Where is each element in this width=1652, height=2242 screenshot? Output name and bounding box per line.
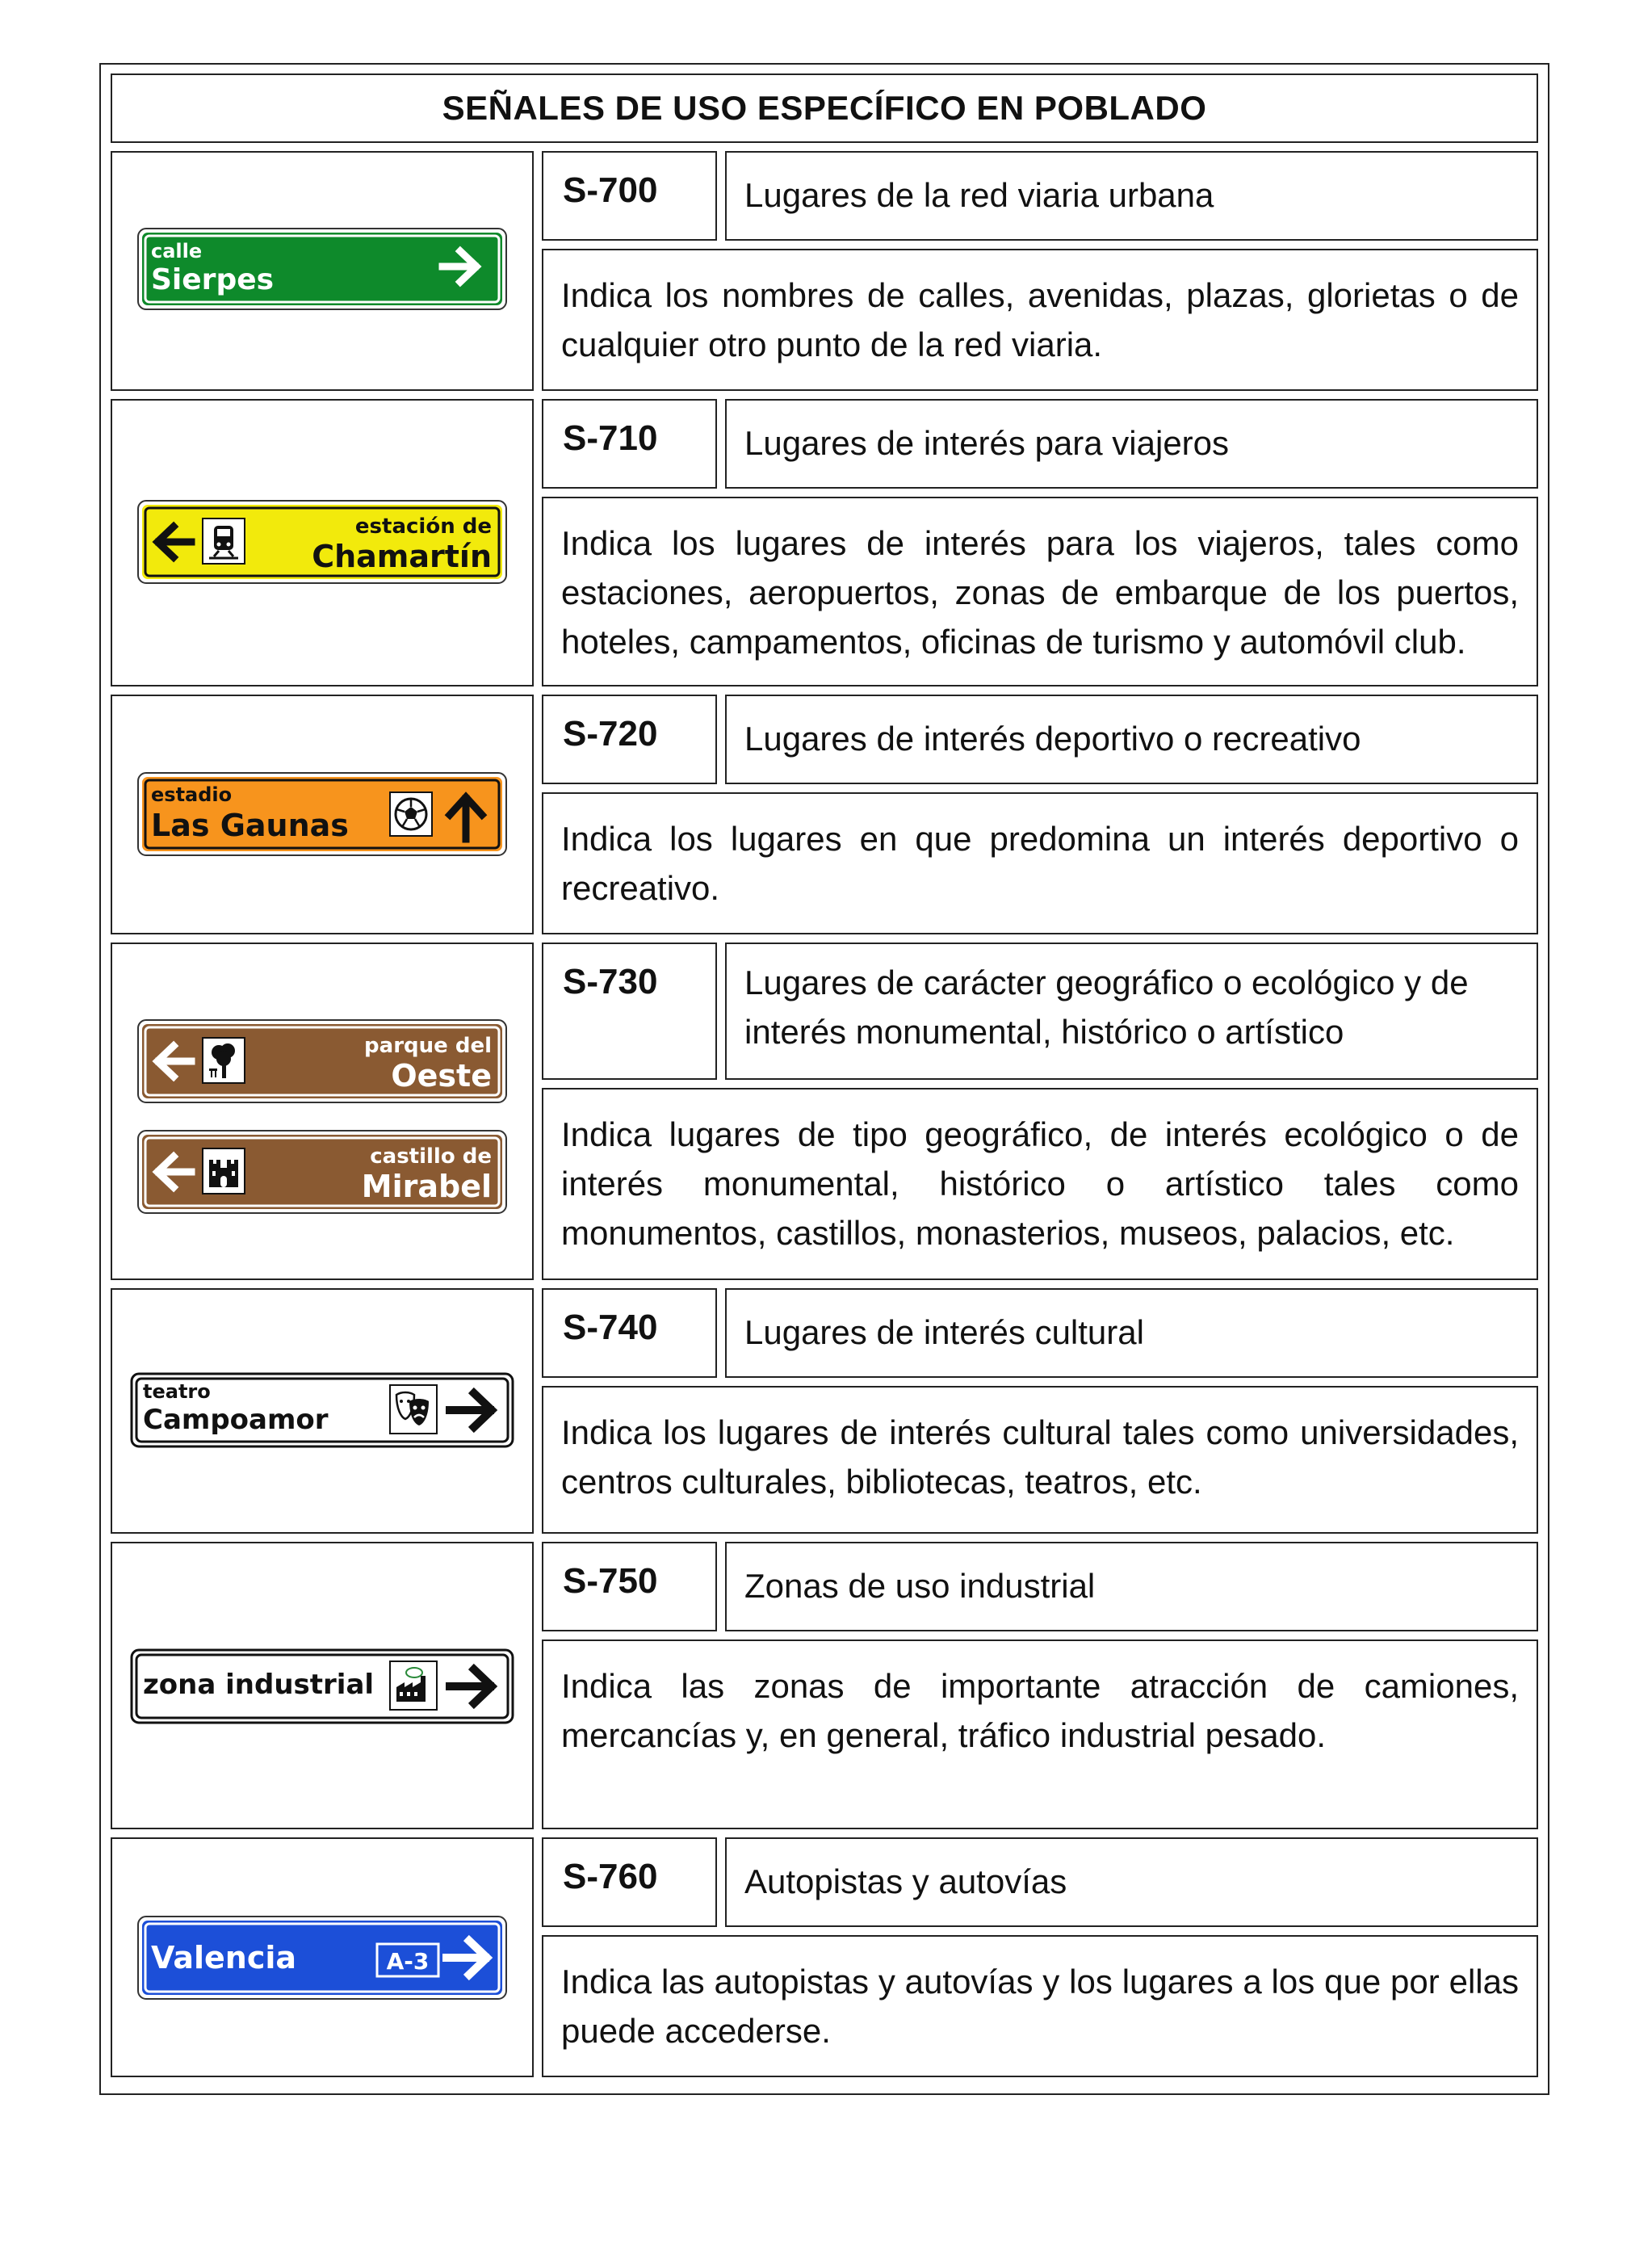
signal-name: Lugares de carácter geográfico o ecológico y de interés monumental, histórico o artístico [725, 943, 1538, 1080]
sign-big-text: Valencia [151, 1940, 297, 1975]
signal-code: S-710 [542, 399, 717, 489]
signal-name: Lugares de interés deportivo o recreativo [725, 695, 1538, 784]
signal-code: S-730 [542, 943, 717, 1080]
sign-image-cell [111, 1288, 534, 1534]
signal-description: Indica los lugares de interés cultural tales como universidades, centros culturales, bibliotecas, teatros, etc. [542, 1386, 1538, 1534]
signal-code: S-760 [542, 1837, 717, 1927]
sign-small-text: parque del [364, 1034, 492, 1058]
sign-s760 [136, 1915, 508, 2001]
sign-s730-castle [136, 1129, 508, 1215]
sign-s700 [136, 227, 508, 311]
signal-description: Indica las autopistas y autovías y los lugares a los que por ellas puede accederse. [542, 1935, 1538, 2077]
sign-small-text: estación de [354, 514, 492, 539]
sign-s710 [136, 499, 508, 585]
sign-small-text: teatro [143, 1380, 211, 1403]
sign-big-text: Chamartín [312, 539, 492, 574]
sign-image-cell [111, 1837, 534, 2077]
train-icon [203, 519, 245, 564]
sign-big-text: Oeste [391, 1058, 492, 1094]
soccer-ball-icon [390, 792, 432, 836]
tree-icon [203, 1038, 245, 1083]
signal-description: Indica los lugares de interés para los viajeros, tales como estaciones, aeropuertos, zonas de embarque de los puertos, hoteles, campamentos, oficinas de turismo y automóvil club. [542, 497, 1538, 686]
sign-s740 [130, 1372, 514, 1448]
sign-s720 [136, 771, 508, 857]
signal-code: S-740 [542, 1288, 717, 1378]
sign-image-cell [111, 399, 534, 686]
road-number-text: A-3 [386, 1948, 430, 1975]
sign-big-text: Mirabel [361, 1169, 492, 1204]
sign-image-cell [111, 943, 534, 1280]
sign-s730-park [136, 1018, 508, 1104]
signal-name: Zonas de uso industrial [725, 1542, 1538, 1631]
theater-masks-icon [390, 1385, 437, 1434]
signal-description: Indica los nombres de calles, avenidas, plazas, glorietas o de cualquier otro punto de la red viaria. [542, 249, 1538, 391]
sign-image-cell [111, 151, 534, 391]
table-title: SEÑALES DE USO ESPECÍFICO EN POBLADO [111, 73, 1538, 143]
factory-icon [390, 1661, 437, 1710]
signal-code: S-750 [542, 1542, 717, 1631]
sign-image-cell [111, 695, 534, 934]
signal-description: Indica lugares de tipo geográfico, de interés ecológico o de interés monumental, histórico o artístico tales como monumentos, castillos, monasterios, museos, palacios, etc. [542, 1088, 1538, 1280]
castle-icon [203, 1148, 245, 1194]
sign-small-text: estadio [151, 783, 233, 806]
signal-code: S-720 [542, 695, 717, 784]
signal-description: Indica los lugares en que predomina un interés deportivo o recreativo. [542, 792, 1538, 934]
sign-s750 [130, 1648, 514, 1724]
sign-big-text: Sierpes [151, 263, 275, 296]
signal-name: Lugares de interés cultural [725, 1288, 1538, 1378]
sign-small-text: castillo de [370, 1144, 492, 1169]
sign-small-text: calle [151, 240, 203, 262]
signal-code: S-700 [542, 151, 717, 241]
signal-name: Autopistas y autovías [725, 1837, 1538, 1927]
sign-big-text: zona industrial [143, 1669, 375, 1701]
sign-big-text: Las Gaunas [151, 808, 349, 843]
sign-big-text: Campoamor [143, 1404, 329, 1436]
sign-image-cell [111, 1542, 534, 1829]
signal-name: Lugares de la red viaria urbana [725, 151, 1538, 241]
signal-name: Lugares de interés para viajeros [725, 399, 1538, 489]
signal-description: Indica las zonas de importante atracción de camiones, mercancías y, en general, tráfico industrial pesado. [542, 1640, 1538, 1829]
